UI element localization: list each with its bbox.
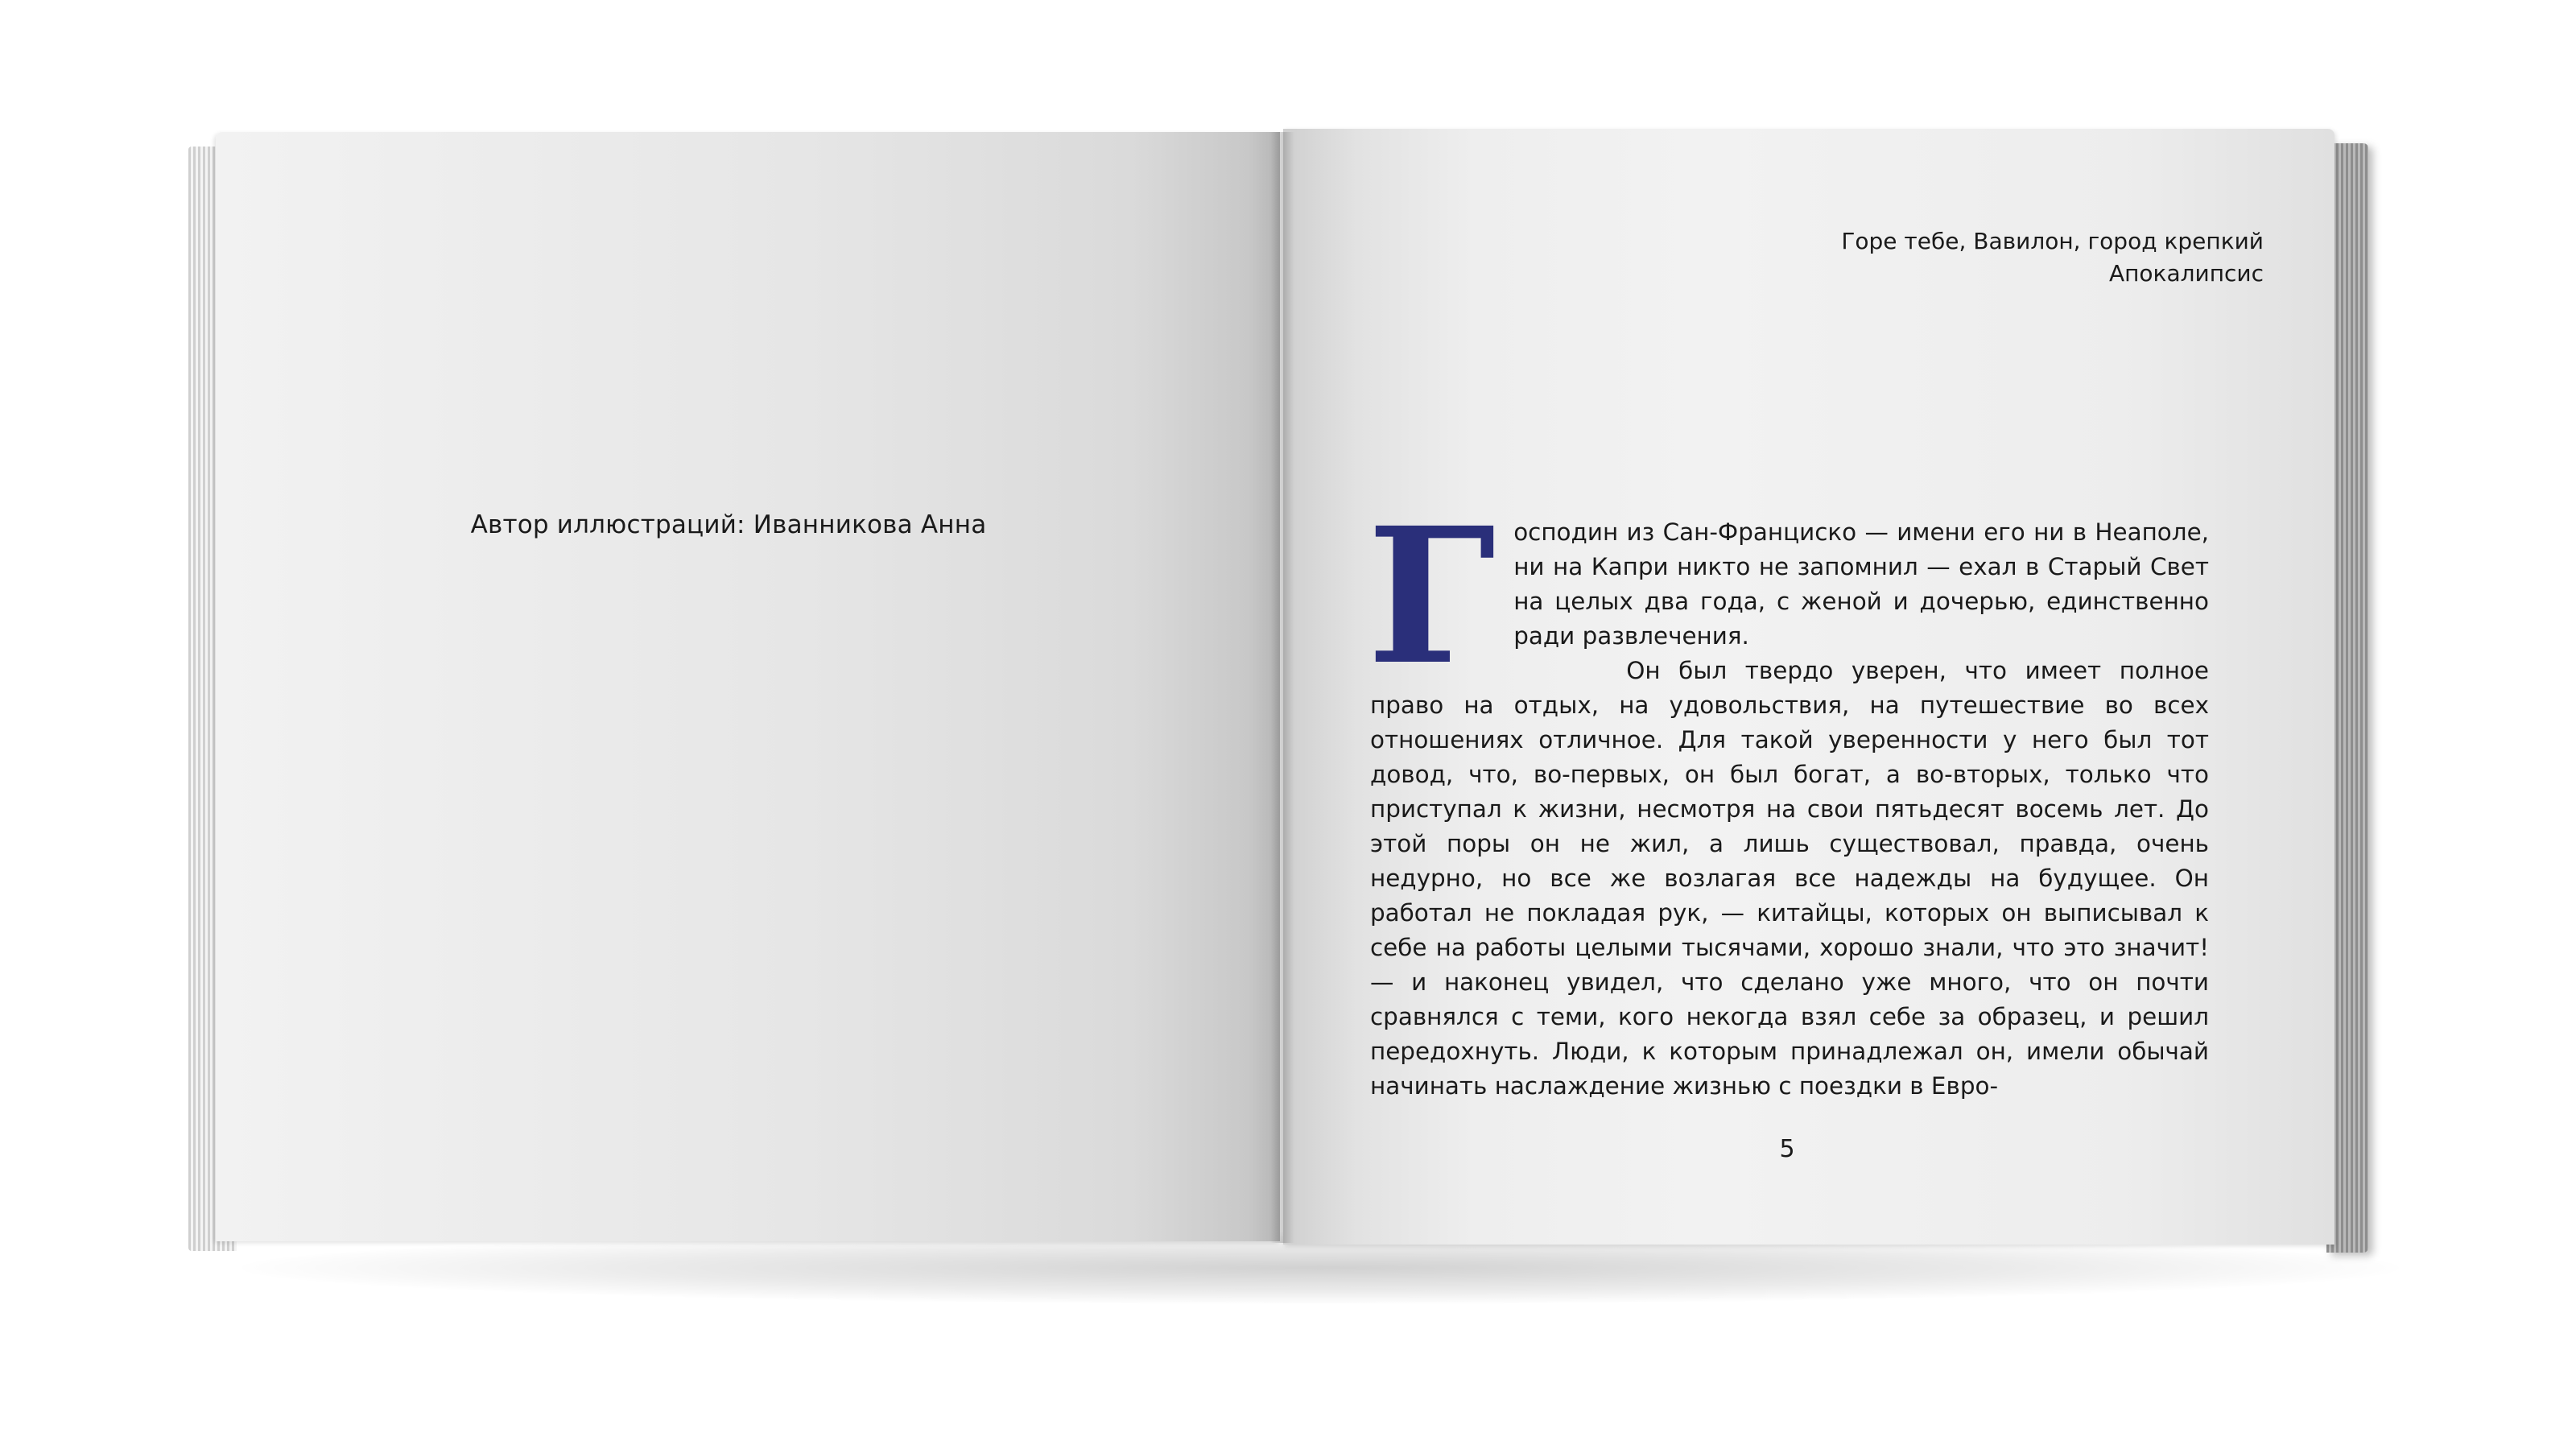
book-gutter [1270, 132, 1294, 1243]
page-number: 5 [1779, 1135, 1795, 1163]
left-page [216, 132, 1280, 1241]
illustrator-credit: Автор иллюстраций: Иванникова Анна [470, 510, 987, 539]
epigraph-source: Апокалипсис [2108, 260, 2264, 287]
epigraph-quote: Горе тебе, Вавилон, город крепкий [1841, 228, 2264, 254]
drop-cap: Г [1367, 486, 1496, 706]
paragraph-1 [1367, 486, 2209, 706]
paragraph-1-text: осподин из Сан-Франциско — имени его ни в Неаполе, ни на Капри никто не запомнил — ехал в Старый Свет на целых два года, с женой и дочерью, единственно ради развлечения. [1513, 518, 2209, 650]
epigraph [1539, 225, 2264, 290]
story-text [1367, 486, 2209, 1104]
paragraph-2: Он был твердо уверен, что имеет полное право на отдых, на удовольствия, на путешествие во всех отношениях отличное. Для такой уверенности у него был тот довод, что, во-первых, он был богат, а во-вторых, только что приступал к жизни, несмотря на свои пятьдесят восемь лет. До этой поры он не жил, а лишь существовал, правда, очень недурно, но все же возлагая все надежды на будущее. Он работал не покладая рук, — китайцы, которых он выписывал к себе на работы целыми тысячами, хорошо знали, что это значит! — и наконец увидел, что сделано уже много, что он почти сравнялся с теми, кого некогда взял себе за образец, и решил передохнуть. Люди, к которым принадлежал он, имели обычай начинать наслаждение жизнью с поездки в Евро- [1370, 657, 2209, 1100]
